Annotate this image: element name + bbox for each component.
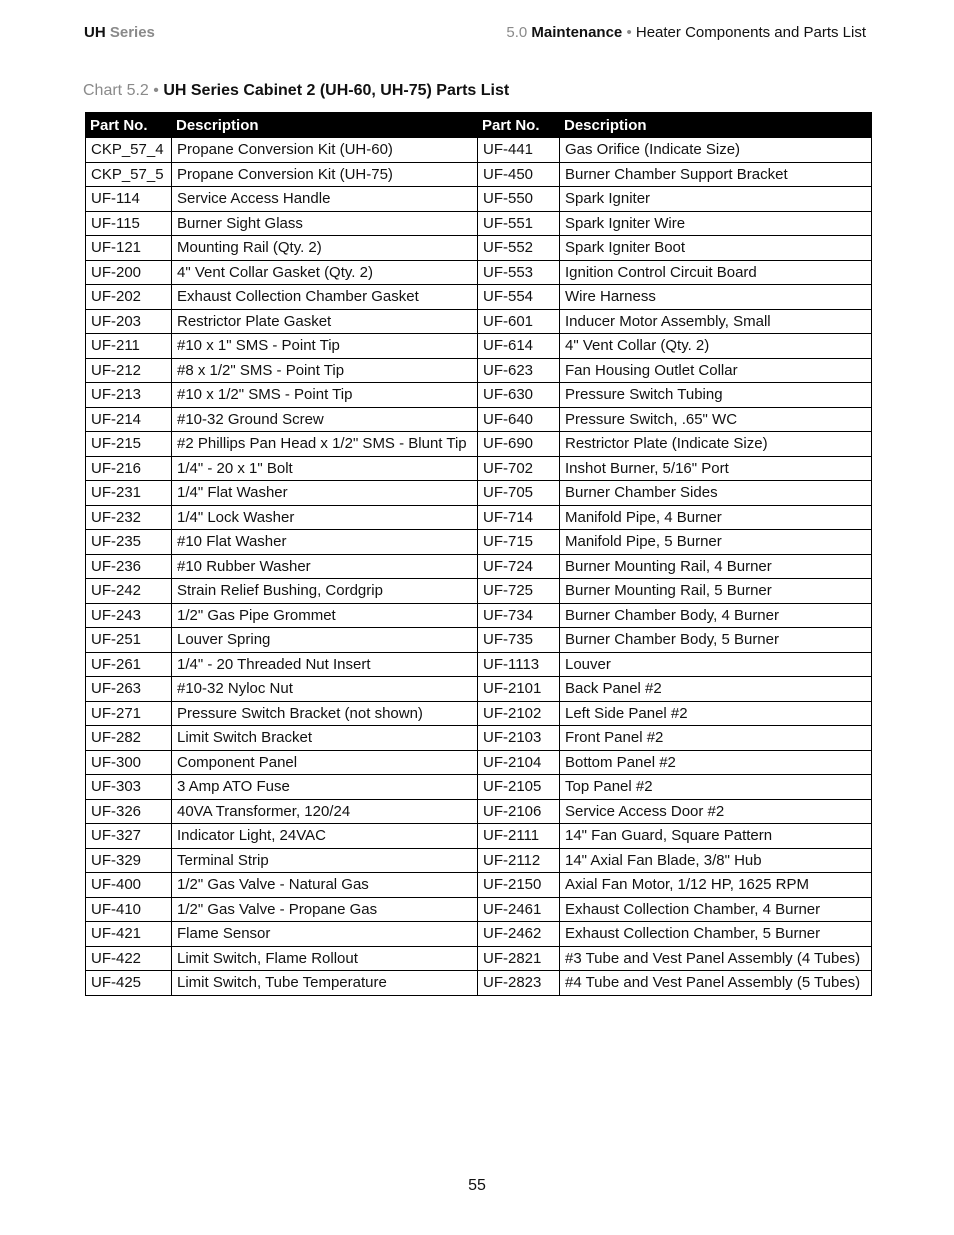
part-number-cell: UF-2104 bbox=[478, 750, 560, 775]
table-row bbox=[86, 971, 872, 996]
description-cell: Burner Chamber Sides bbox=[560, 481, 872, 506]
description-cell: Pressure Switch Bracket (not shown) bbox=[172, 701, 478, 726]
description-cell: 1/2" Gas Valve - Natural Gas bbox=[172, 873, 478, 898]
table-row bbox=[86, 848, 872, 873]
description-cell: Spark Igniter Boot bbox=[560, 236, 872, 261]
table-row bbox=[86, 701, 872, 726]
description-cell: 4" Vent Collar (Qty. 2) bbox=[560, 334, 872, 359]
table-row bbox=[86, 603, 872, 628]
description-cell: #10-32 Nyloc Nut bbox=[172, 677, 478, 702]
description-cell: #10 x 1/2" SMS - Point Tip bbox=[172, 383, 478, 408]
page-header bbox=[84, 24, 866, 44]
description-cell: Propane Conversion Kit (UH-60) bbox=[172, 138, 478, 163]
description-cell: Exhaust Collection Chamber Gasket bbox=[172, 285, 478, 310]
part-number-cell: UF-271 bbox=[86, 701, 172, 726]
description-cell: Back Panel #2 bbox=[560, 677, 872, 702]
table-row bbox=[86, 334, 872, 359]
column-header: Part No. bbox=[86, 113, 172, 138]
column-header: Description bbox=[560, 113, 872, 138]
description-cell: Burner Sight Glass bbox=[172, 211, 478, 236]
section-separator: • bbox=[626, 24, 632, 41]
part-number-cell: UF-232 bbox=[86, 505, 172, 530]
part-number-cell: UF-623 bbox=[478, 358, 560, 383]
table-row bbox=[86, 236, 872, 261]
part-number-cell: UF-2102 bbox=[478, 701, 560, 726]
description-cell: 40VA Transformer, 120/24 bbox=[172, 799, 478, 824]
part-number-cell: UF-329 bbox=[86, 848, 172, 873]
description-cell: Restrictor Plate (Indicate Size) bbox=[560, 432, 872, 457]
description-cell: Strain Relief Bushing, Cordgrip bbox=[172, 579, 478, 604]
table-row bbox=[86, 432, 872, 457]
table-row bbox=[86, 750, 872, 775]
column-header: Part No. bbox=[478, 113, 560, 138]
description-cell: 1/2" Gas Pipe Grommet bbox=[172, 603, 478, 628]
series-rest: Series bbox=[109, 24, 155, 41]
table-row bbox=[86, 358, 872, 383]
part-number-cell: UF-115 bbox=[86, 211, 172, 236]
table-header-row bbox=[86, 113, 872, 138]
part-number-cell: UF-734 bbox=[478, 603, 560, 628]
description-cell: Spark Igniter Wire bbox=[560, 211, 872, 236]
part-number-cell: UF-2821 bbox=[478, 946, 560, 971]
part-number-cell: UF-263 bbox=[86, 677, 172, 702]
part-number-cell: UF-705 bbox=[478, 481, 560, 506]
description-cell: 1/4" Lock Washer bbox=[172, 505, 478, 530]
description-cell: 14" Fan Guard, Square Pattern bbox=[560, 824, 872, 849]
description-cell: Inducer Motor Assembly, Small bbox=[560, 309, 872, 334]
part-number-cell: UF-2106 bbox=[478, 799, 560, 824]
description-cell: Gas Orifice (Indicate Size) bbox=[560, 138, 872, 163]
parts-table bbox=[85, 112, 872, 996]
description-cell: Wire Harness bbox=[560, 285, 872, 310]
table-row bbox=[86, 481, 872, 506]
part-number-cell: UF-552 bbox=[478, 236, 560, 261]
part-number-cell: UF-213 bbox=[86, 383, 172, 408]
table-row bbox=[86, 162, 872, 187]
part-number-cell: UF-551 bbox=[478, 211, 560, 236]
part-number-cell: CKP_57_4 bbox=[86, 138, 172, 163]
part-number-cell: UF-421 bbox=[86, 922, 172, 947]
part-number-cell: UF-422 bbox=[86, 946, 172, 971]
table-row bbox=[86, 873, 872, 898]
part-number-cell: CKP_57_5 bbox=[86, 162, 172, 187]
description-cell: Manifold Pipe, 5 Burner bbox=[560, 530, 872, 555]
part-number-cell: UF-702 bbox=[478, 456, 560, 481]
part-number-cell: UF-630 bbox=[478, 383, 560, 408]
table-row bbox=[86, 554, 872, 579]
table-row bbox=[86, 677, 872, 702]
description-cell: #10 x 1" SMS - Point Tip bbox=[172, 334, 478, 359]
description-cell: Spark Igniter bbox=[560, 187, 872, 212]
table-row bbox=[86, 652, 872, 677]
description-cell: Left Side Panel #2 bbox=[560, 701, 872, 726]
table-row bbox=[86, 505, 872, 530]
part-number-cell: UF-690 bbox=[478, 432, 560, 457]
description-cell: Pressure Switch Tubing bbox=[560, 383, 872, 408]
part-number-cell: UF-614 bbox=[478, 334, 560, 359]
part-number-cell: UF-236 bbox=[86, 554, 172, 579]
description-cell: Axial Fan Motor, 1/12 HP, 1625 RPM bbox=[560, 873, 872, 898]
table-row bbox=[86, 309, 872, 334]
table-row bbox=[86, 211, 872, 236]
table-row bbox=[86, 775, 872, 800]
description-cell: #2 Phillips Pan Head x 1/2" SMS - Blunt Tip bbox=[172, 432, 478, 457]
description-cell: Burner Mounting Rail, 5 Burner bbox=[560, 579, 872, 604]
part-number-cell: UF-2461 bbox=[478, 897, 560, 922]
part-number-cell: UF-640 bbox=[478, 407, 560, 432]
part-number-cell: UF-2150 bbox=[478, 873, 560, 898]
table-row bbox=[86, 383, 872, 408]
part-number-cell: UF-261 bbox=[86, 652, 172, 677]
description-cell: #10 Rubber Washer bbox=[172, 554, 478, 579]
table-row bbox=[86, 628, 872, 653]
table-body bbox=[86, 138, 872, 996]
part-number-cell: UF-200 bbox=[86, 260, 172, 285]
part-number-cell: UF-1113 bbox=[478, 652, 560, 677]
part-number-cell: UF-550 bbox=[478, 187, 560, 212]
description-cell: Burner Mounting Rail, 4 Burner bbox=[560, 554, 872, 579]
description-cell: 1/4" - 20 Threaded Nut Insert bbox=[172, 652, 478, 677]
description-cell: Limit Switch, Tube Temperature bbox=[172, 971, 478, 996]
part-number-cell: UF-425 bbox=[86, 971, 172, 996]
part-number-cell: UF-2111 bbox=[478, 824, 560, 849]
description-cell: 1/2" Gas Valve - Propane Gas bbox=[172, 897, 478, 922]
part-number-cell: UF-2103 bbox=[478, 726, 560, 751]
part-number-cell: UF-214 bbox=[86, 407, 172, 432]
part-number-cell: UF-327 bbox=[86, 824, 172, 849]
description-cell: Exhaust Collection Chamber, 4 Burner bbox=[560, 897, 872, 922]
section-number: 5.0 bbox=[506, 24, 528, 41]
table-row bbox=[86, 946, 872, 971]
part-number-cell: UF-121 bbox=[86, 236, 172, 261]
description-cell: Restrictor Plate Gasket bbox=[172, 309, 478, 334]
table-row bbox=[86, 922, 872, 947]
description-cell: Front Panel #2 bbox=[560, 726, 872, 751]
table-row bbox=[86, 897, 872, 922]
part-number-cell: UF-410 bbox=[86, 897, 172, 922]
description-cell: #10 Flat Washer bbox=[172, 530, 478, 555]
description-cell: Louver bbox=[560, 652, 872, 677]
description-cell: Burner Chamber Body, 5 Burner bbox=[560, 628, 872, 653]
description-cell: Inshot Burner, 5/16" Port bbox=[560, 456, 872, 481]
description-cell: 3 Amp ATO Fuse bbox=[172, 775, 478, 800]
part-number-cell: UF-553 bbox=[478, 260, 560, 285]
description-cell: Indicator Light, 24VAC bbox=[172, 824, 478, 849]
chart-number: Chart 5.2 • bbox=[83, 82, 159, 99]
description-cell: 4" Vent Collar Gasket (Qty. 2) bbox=[172, 260, 478, 285]
description-cell: Terminal Strip bbox=[172, 848, 478, 873]
description-cell: Service Access Door #2 bbox=[560, 799, 872, 824]
description-cell: Limit Switch, Flame Rollout bbox=[172, 946, 478, 971]
part-number-cell: UF-735 bbox=[478, 628, 560, 653]
part-number-cell: UF-251 bbox=[86, 628, 172, 653]
description-cell: Service Access Handle bbox=[172, 187, 478, 212]
table-row bbox=[86, 407, 872, 432]
part-number-cell: UF-725 bbox=[478, 579, 560, 604]
page-number: 55 bbox=[468, 1177, 486, 1194]
description-cell: Louver Spring bbox=[172, 628, 478, 653]
description-cell: Exhaust Collection Chamber, 5 Burner bbox=[560, 922, 872, 947]
description-cell: 1/4" - 20 x 1" Bolt bbox=[172, 456, 478, 481]
section-title: Maintenance bbox=[531, 24, 623, 41]
column-header: Description bbox=[172, 113, 478, 138]
table-row bbox=[86, 726, 872, 751]
part-number-cell: UF-450 bbox=[478, 162, 560, 187]
part-number-cell: UF-554 bbox=[478, 285, 560, 310]
description-cell: Limit Switch Bracket bbox=[172, 726, 478, 751]
table-row bbox=[86, 260, 872, 285]
part-number-cell: UF-400 bbox=[86, 873, 172, 898]
description-cell: Burner Chamber Support Bracket bbox=[560, 162, 872, 187]
part-number-cell: UF-724 bbox=[478, 554, 560, 579]
part-number-cell: UF-715 bbox=[478, 530, 560, 555]
chart-title-text: UH Series Cabinet 2 (UH-60, UH-75) Parts List bbox=[163, 82, 510, 99]
description-cell: #4 Tube and Vest Panel Assembly (5 Tubes) bbox=[560, 971, 872, 996]
part-number-cell: UF-601 bbox=[478, 309, 560, 334]
description-cell: Fan Housing Outlet Collar bbox=[560, 358, 872, 383]
description-cell: Manifold Pipe, 4 Burner bbox=[560, 505, 872, 530]
part-number-cell: UF-441 bbox=[478, 138, 560, 163]
description-cell: Ignition Control Circuit Board bbox=[560, 260, 872, 285]
part-number-cell: UF-303 bbox=[86, 775, 172, 800]
description-cell: #10-32 Ground Screw bbox=[172, 407, 478, 432]
table-row bbox=[86, 579, 872, 604]
part-number-cell: UF-242 bbox=[86, 579, 172, 604]
section-subtitle: Heater Components and Parts List bbox=[635, 24, 866, 41]
description-cell: Top Panel #2 bbox=[560, 775, 872, 800]
description-cell: #8 x 1/2" SMS - Point Tip bbox=[172, 358, 478, 383]
part-number-cell: UF-2112 bbox=[478, 848, 560, 873]
table-row bbox=[86, 456, 872, 481]
table-row bbox=[86, 285, 872, 310]
table-row bbox=[86, 187, 872, 212]
description-cell: Component Panel bbox=[172, 750, 478, 775]
chart-title bbox=[83, 82, 509, 100]
part-number-cell: UF-2462 bbox=[478, 922, 560, 947]
part-number-cell: UF-2823 bbox=[478, 971, 560, 996]
description-cell: 1/4" Flat Washer bbox=[172, 481, 478, 506]
part-number-cell: UF-114 bbox=[86, 187, 172, 212]
table-row bbox=[86, 824, 872, 849]
part-number-cell: UF-203 bbox=[86, 309, 172, 334]
description-cell: Bottom Panel #2 bbox=[560, 750, 872, 775]
table-row bbox=[86, 138, 872, 163]
series-bold: UH bbox=[84, 24, 106, 41]
part-number-cell: UF-211 bbox=[86, 334, 172, 359]
part-number-cell: UF-2101 bbox=[478, 677, 560, 702]
part-number-cell: UF-216 bbox=[86, 456, 172, 481]
series-label bbox=[84, 24, 155, 41]
part-number-cell: UF-215 bbox=[86, 432, 172, 457]
description-cell: Flame Sensor bbox=[172, 922, 478, 947]
part-number-cell: UF-2105 bbox=[478, 775, 560, 800]
part-number-cell: UF-300 bbox=[86, 750, 172, 775]
description-cell: Mounting Rail (Qty. 2) bbox=[172, 236, 478, 261]
description-cell: 14" Axial Fan Blade, 3/8" Hub bbox=[560, 848, 872, 873]
description-cell: Propane Conversion Kit (UH-75) bbox=[172, 162, 478, 187]
table-row bbox=[86, 530, 872, 555]
part-number-cell: UF-212 bbox=[86, 358, 172, 383]
part-number-cell: UF-235 bbox=[86, 530, 172, 555]
section-label bbox=[506, 24, 866, 41]
part-number-cell: UF-202 bbox=[86, 285, 172, 310]
part-number-cell: UF-326 bbox=[86, 799, 172, 824]
description-cell: Burner Chamber Body, 4 Burner bbox=[560, 603, 872, 628]
part-number-cell: UF-243 bbox=[86, 603, 172, 628]
part-number-cell: UF-714 bbox=[478, 505, 560, 530]
description-cell: Pressure Switch, .65" WC bbox=[560, 407, 872, 432]
part-number-cell: UF-231 bbox=[86, 481, 172, 506]
table-row bbox=[86, 799, 872, 824]
description-cell: #3 Tube and Vest Panel Assembly (4 Tubes) bbox=[560, 946, 872, 971]
part-number-cell: UF-282 bbox=[86, 726, 172, 751]
